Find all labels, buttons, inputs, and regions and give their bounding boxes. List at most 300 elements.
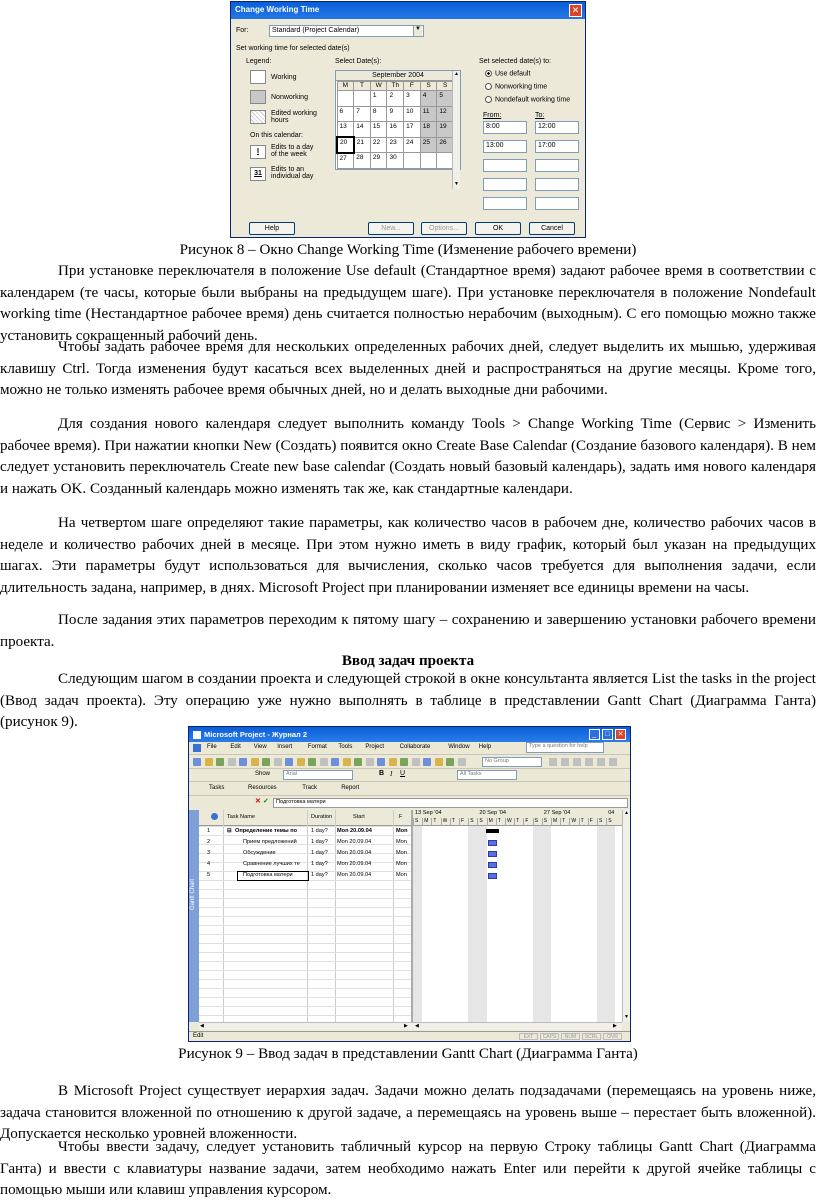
status-indicator: OVR — [603, 1033, 622, 1040]
calendar-day[interactable]: 13 — [337, 122, 354, 138]
toolbar-button-icon[interactable] — [193, 758, 201, 766]
toolbar-button-icon[interactable] — [597, 758, 605, 766]
to-time-field[interactable] — [535, 159, 579, 172]
toolbar-button-icon[interactable] — [343, 758, 351, 766]
weekday-header[interactable]: W — [370, 82, 387, 91]
options-button[interactable]: Options... — [421, 222, 467, 235]
nonworking-shade — [597, 826, 606, 1022]
finish-cell[interactable]: Mon — [396, 850, 407, 856]
close-icon[interactable]: ✕ — [615, 729, 626, 740]
option-nondefault-label: Nondefault working time — [495, 96, 571, 104]
menu-item-help[interactable]: Help — [478, 744, 492, 750]
task-bar[interactable] — [488, 851, 497, 857]
day-letter: F — [589, 818, 593, 824]
to-label: To: — [535, 112, 545, 119]
underline-button[interactable]: U — [400, 770, 406, 777]
view-bar[interactable] — [189, 810, 199, 1022]
day-letter: M — [488, 818, 493, 824]
legend-working-label: Working — [271, 74, 297, 81]
task-bar[interactable] — [488, 862, 497, 868]
duration-cell[interactable]: 1 day? — [311, 861, 328, 867]
toolbar-button-icon[interactable] — [239, 758, 247, 766]
weekday-header[interactable]: S — [420, 82, 437, 91]
from-time-field[interactable]: 8:00 — [483, 121, 527, 134]
calendar-day[interactable]: 12 — [437, 106, 454, 122]
day-letter: T — [580, 818, 584, 824]
set-selected-label: Set selected date(s) to: — [479, 58, 551, 65]
day-tick — [523, 818, 524, 826]
guide-track-button[interactable]: Track — [302, 785, 317, 791]
row-line — [199, 988, 411, 989]
menu-item-project[interactable]: Project — [365, 744, 385, 750]
summary-bar[interactable] — [486, 829, 499, 833]
week-label: 27 Sep '04 — [543, 810, 571, 816]
calendar-day[interactable]: 28 — [354, 153, 371, 169]
task-name-cell[interactable]: Сравнение лучших те — [243, 861, 300, 867]
weekday-header[interactable]: Th — [387, 82, 404, 91]
calendar-day[interactable]: 20 — [337, 137, 354, 153]
radio-icon[interactable] — [485, 96, 492, 103]
row-line — [199, 979, 411, 980]
chevron-left-icon[interactable]: ◀ — [415, 1023, 419, 1029]
row-id[interactable]: 4 — [207, 861, 211, 867]
day-tick — [413, 818, 414, 826]
edits-day-week-label: Edits to a day of the week — [271, 144, 314, 158]
paragraph-6: Следующим шагом в создании проекта и следующей строкой в окне консультанта является List the tasks in the project (Ввод задач проекта). Эту операцию уже нужно выполнять в таблице в представлении Gantt Chart (Диаграмма Ганта) (рисунок 9). — [0, 671, 816, 731]
paragraph-8: Чтобы ввести задачу, следует установить табличный курсор на первую Строку таблицы Gantt Chart (Диаграмма Ганта) и ввести с клавиатуры название задачи, затем необходимо нажать Enter или перейти к другой ячейке таблицы с помощью мыши или клавиш управления курсором. — [0, 1139, 816, 1199]
toolbar-button-icon[interactable] — [354, 758, 362, 766]
week-label: 04 — [608, 810, 615, 816]
task-table[interactable] — [199, 810, 411, 1022]
day-tick — [514, 818, 515, 826]
help-search-input[interactable]: Type a question for help — [526, 742, 604, 753]
edits-day-week-icon: I — [250, 145, 266, 159]
duration-cell[interactable]: 1 day? — [311, 828, 328, 834]
to-time-field[interactable] — [535, 197, 579, 210]
calendar-day[interactable] — [420, 153, 437, 169]
start-cell[interactable]: Mon 20.09.04 — [337, 828, 372, 834]
select-dates-label: Select Date(s): — [335, 58, 382, 65]
toolbar-button-icon[interactable] — [285, 758, 293, 766]
calendar-day[interactable]: 19 — [437, 122, 454, 138]
day-letter: S — [599, 818, 603, 824]
chevron-right-icon[interactable]: ▶ — [613, 1023, 617, 1029]
menu-item-file[interactable]: File — [207, 744, 217, 750]
new-button[interactable]: New... — [368, 222, 414, 235]
calendar-day[interactable]: 11 — [420, 106, 437, 122]
day-letter: M — [424, 818, 429, 824]
collapse-icon[interactable]: ⊟ — [227, 828, 232, 834]
to-time-field[interactable] — [535, 178, 579, 191]
day-letter: M — [553, 818, 558, 824]
close-icon[interactable]: ✕ — [569, 4, 582, 17]
day-tick — [496, 818, 497, 826]
paragraph-2: Чтобы задать рабочее время для нескольких определенных рабочих дней, следует выделить их мышью, удерживая клавишу Ctrl. Тогда изменения будут касаться всех выделенных дней и распространяться на другие месяцы. Кроме того, можно не только изменять рабочее время обычных дней, но и делать выходные дни рабочими. — [0, 339, 816, 399]
day-letter: T — [451, 818, 455, 824]
legend-nonworking-label: Nonworking — [271, 94, 308, 101]
radio-icon[interactable] — [485, 83, 492, 90]
menu-item-view[interactable]: View — [253, 744, 267, 750]
from-time-field[interactable] — [483, 178, 527, 191]
row-line — [199, 970, 411, 971]
row-line — [199, 1006, 411, 1007]
help-button[interactable]: Help — [249, 222, 295, 235]
week-label: 20 Sep '04 — [479, 810, 506, 816]
col-duration[interactable]: Duration — [311, 814, 333, 820]
chevron-left-icon[interactable]: ◀ — [200, 1023, 204, 1029]
project-title — [189, 727, 630, 742]
calendar-day[interactable]: 17 — [404, 122, 421, 138]
calendar-day[interactable]: 27 — [337, 153, 354, 169]
vertical-scrollbar[interactable] — [622, 810, 630, 1022]
toolbar-button-icon[interactable] — [274, 758, 282, 766]
row-id[interactable]: 1 — [207, 828, 211, 834]
row-line — [199, 961, 411, 962]
calendar-day[interactable] — [354, 91, 371, 107]
toolbar-button-icon[interactable] — [446, 758, 454, 766]
row-line — [199, 997, 411, 998]
day-tick — [459, 818, 460, 826]
for-label: For: — [236, 27, 249, 34]
toolbar-button-icon[interactable] — [400, 758, 408, 766]
day-tick — [542, 818, 543, 826]
menu-item-edit[interactable]: Edit — [230, 744, 241, 750]
project-guide-toolbar — [189, 782, 630, 796]
day-tick — [597, 818, 598, 826]
calendar-day[interactable] — [337, 91, 354, 107]
task-name-cell[interactable]: Обсуждение — [243, 850, 276, 856]
day-letter: F — [461, 818, 465, 824]
font-select[interactable]: Arial — [283, 770, 353, 780]
row-line — [199, 925, 411, 926]
app-menu-icon[interactable] — [193, 744, 201, 752]
from-label: From: — [483, 112, 502, 119]
calendar-day[interactable]: 23 — [387, 137, 404, 153]
paragraph-4: На четвертом шаге определяют такие параметры, как количество часов в рабочем дне, количество рабочих часов в неделе и количество рабочих дней в месяце. При этом нужно иметь в виду график, который был указан на предыдущих шагах. Эти параметры будут использоваться для вычисления, сколько часов требуется для выполнения задачи, если длительность задана, например, в днях. Microsoft Project при планировании изменяет все единицы времени на часы. — [0, 515, 816, 596]
task-name-cell[interactable]: Подготовка матери — [243, 872, 293, 878]
cancel-button[interactable]: Cancel — [529, 222, 575, 235]
day-letter: T — [562, 818, 566, 824]
row-line — [199, 934, 411, 935]
toolbar-button-icon[interactable] — [585, 758, 593, 766]
minimize-icon[interactable]: _ — [589, 729, 600, 740]
week-label: 13 Sep '04 — [415, 810, 442, 816]
ok-button[interactable]: OK — [475, 222, 521, 235]
calendar-day[interactable]: 21 — [354, 137, 371, 153]
filter-select[interactable]: All Tasks — [457, 770, 517, 780]
toolbar-button-icon[interactable] — [228, 758, 236, 766]
status-indicator: NUM — [561, 1033, 580, 1040]
chevron-right-icon[interactable]: ▶ — [404, 1023, 408, 1029]
calendar-day[interactable]: 10 — [404, 106, 421, 122]
day-tick — [431, 818, 432, 826]
paragraph-3: Для создания нового календаря следует выполнить команду Tools > Change Working Time (Сервис > Изменить рабочее время). При нажатии кнопки New (Создать) появится окно Create Base Calendar (Создание базового календаря). В нем следует установить переключатель Create new base calendar (Создать новый базовый календарь), задать имя нового календаря и нажать OK. Созданный календарь можно изменять так же, как стандартные календари. — [0, 416, 816, 497]
weekday-header[interactable]: T — [354, 82, 371, 91]
nonworking-shade — [413, 826, 422, 1022]
menu-item-insert[interactable]: Insert — [277, 744, 293, 750]
task-bar[interactable] — [488, 840, 497, 846]
calendar-day[interactable]: 2 — [387, 91, 404, 107]
chevron-up-icon[interactable]: ▲ — [624, 810, 629, 816]
day-tick — [606, 818, 607, 826]
toolbar-button-icon[interactable] — [297, 758, 305, 766]
row-line — [199, 862, 411, 863]
section-heading: Ввод задач проекта — [341, 653, 475, 669]
calendar-day[interactable]: 6 — [337, 106, 354, 122]
info-icon — [211, 813, 218, 820]
toolbar-button-icon[interactable] — [216, 758, 224, 766]
entry-input[interactable]: Подготовка матери — [273, 798, 628, 808]
day-letter: S — [608, 818, 612, 824]
day-letter: S — [479, 818, 483, 824]
toolbar-button-icon[interactable] — [205, 758, 213, 766]
menu-item-collaborate[interactable]: Collaborate — [399, 744, 431, 750]
formatting-toolbar — [189, 769, 630, 782]
option-use-default-label: Use default — [495, 70, 531, 78]
row-id[interactable]: 2 — [207, 839, 211, 845]
toolbar-button-icon[interactable] — [435, 758, 443, 766]
finish-cell[interactable]: Mon — [396, 828, 408, 834]
nonworking-shade — [477, 826, 486, 1022]
chevron-down-icon[interactable]: ▼ — [413, 26, 422, 36]
menu-item-tools[interactable]: Tools — [338, 744, 353, 750]
cancel-entry-icon[interactable]: ✕ — [255, 798, 261, 805]
toolbar-button-icon[interactable] — [423, 758, 431, 766]
paragraph-5: После задания этих параметров переходим к пятому шагу – сохранению и завершению установки рабочего времени проекта. — [0, 612, 816, 650]
guide-tasks-button[interactable]: Tasks — [209, 785, 225, 791]
calendar-week — [337, 137, 454, 153]
day-tick — [560, 818, 561, 826]
day-tick — [487, 818, 488, 826]
toolbar-button-icon[interactable] — [609, 758, 617, 766]
calendar-day[interactable]: 25 — [420, 137, 437, 153]
day-letter: T — [497, 818, 501, 824]
row-line — [199, 943, 411, 944]
toolbar-button-icon[interactable] — [320, 758, 328, 766]
calendar-day[interactable]: 3 — [404, 91, 421, 107]
day-tick — [569, 818, 570, 826]
toolbar-button-icon[interactable] — [331, 758, 339, 766]
calendar-day[interactable]: 7 — [354, 106, 371, 122]
paragraph-1: При установке переключателя в положение Use default (Стандартное время) задают рабочее время в соответствии с календарем (те часы, которые были выбраны на предыдущем шаге). При установке переключателя в положение Nondefault working time (Нестандартное рабочее время) день считается полностью нерабочим (выходным). С его помощью можно также установить сокращенный рабочий день. — [0, 263, 816, 344]
calendar-day[interactable]: 15 — [370, 122, 387, 138]
calendar-week — [337, 122, 454, 138]
from-time-field[interactable] — [483, 197, 527, 210]
day-letter: W — [507, 818, 512, 824]
row-line — [199, 889, 411, 890]
group-select[interactable]: No Group — [482, 757, 542, 767]
finish-cell[interactable]: Mon — [396, 872, 407, 878]
start-cell[interactable]: Mon 20.09.04 — [337, 850, 372, 856]
day-tick — [441, 818, 442, 826]
calendar-day[interactable]: 1 — [370, 91, 387, 107]
calendar-grid[interactable] — [335, 70, 461, 187]
legend-edited-label: Edited working hours — [271, 110, 317, 124]
col-task-name[interactable]: Task Name — [227, 814, 255, 820]
day-tick — [579, 818, 580, 826]
row-line — [199, 853, 411, 854]
status-indicator: CAPS — [540, 1033, 559, 1040]
calendar-day[interactable]: 4 — [420, 91, 437, 107]
day-letter: S — [470, 818, 474, 824]
task-bar[interactable] — [488, 873, 497, 879]
paragraph-7: В Microsoft Project существует иерархия задач. Задачи можно делать подзадачами (перемещаясь на уровень ниже, задача становится вложенной по отношению к другой задаче, а перемещаясь на уровень выше – перестает быть вложенной). Допускается несколько уровней вложенности. — [0, 1083, 816, 1143]
day-letter: T — [516, 818, 520, 824]
day-tick — [422, 818, 423, 826]
row-line — [199, 916, 411, 917]
finish-cell[interactable]: Mon — [396, 861, 407, 867]
day-tick — [450, 818, 451, 826]
on-this-calendar-label: On this calendar: — [250, 132, 303, 139]
day-tick — [505, 818, 506, 826]
toolbar-button-icon[interactable] — [561, 758, 569, 766]
calendar-day[interactable]: 18 — [420, 122, 437, 138]
timescale — [413, 810, 622, 826]
toolbar-button-icon[interactable] — [308, 758, 316, 766]
guide-report-button[interactable]: Report — [341, 785, 360, 791]
toolbar-button-icon[interactable] — [573, 758, 581, 766]
weekday-header[interactable]: S — [437, 82, 454, 91]
view-bar-label: Gantt Chart — [190, 878, 196, 910]
col-start[interactable]: Start — [353, 814, 365, 820]
finish-cell[interactable]: Mon — [396, 839, 407, 845]
day-letter: T — [433, 818, 437, 824]
for-select[interactable] — [269, 25, 424, 37]
status-indicator: EXT — [519, 1033, 538, 1040]
from-time-field[interactable] — [483, 159, 527, 172]
status-bar — [189, 1031, 630, 1041]
chevron-down-icon[interactable]: ▼ — [624, 1014, 629, 1020]
calendar-day[interactable]: 14 — [354, 122, 371, 138]
from-time-field[interactable]: 13:00 — [483, 140, 527, 153]
edits-individual-icon: 31 — [250, 167, 266, 181]
toolbar-button-icon[interactable] — [251, 758, 259, 766]
toolbar-button-icon[interactable] — [377, 758, 385, 766]
guide-resources-button[interactable]: Resources — [248, 785, 277, 791]
legend-nonworking-swatch — [250, 90, 266, 104]
calendar-day[interactable]: 22 — [370, 137, 387, 153]
nonworking-shade — [468, 826, 477, 1022]
calendar-week — [337, 106, 454, 122]
calendar-day[interactable]: 16 — [387, 122, 404, 138]
chevron-down-icon[interactable]: ▼ — [454, 181, 459, 187]
row-id[interactable]: 3 — [207, 850, 211, 856]
legend-edited-swatch — [250, 110, 266, 124]
toolbar-button-icon[interactable] — [366, 758, 374, 766]
calendar-day[interactable]: 24 — [404, 137, 421, 153]
option-nonworking[interactable] — [485, 83, 547, 90]
option-nondefault[interactable] — [485, 96, 570, 103]
status-mode: Edit — [193, 1033, 204, 1039]
radio-selected-icon[interactable] — [485, 70, 492, 77]
toolbar-button-icon[interactable] — [458, 758, 466, 766]
legend-label: Legend: — [246, 58, 272, 65]
set-working-label: Set working time for selected date(s) — [236, 45, 350, 52]
edits-individual-label: Edits to an individual day — [271, 166, 314, 180]
toolbar-button-icon[interactable] — [262, 758, 270, 766]
option-use-default[interactable] — [485, 70, 530, 77]
project-title-text: Microsoft Project - Журнал 2 — [204, 730, 308, 739]
project-app-icon — [193, 731, 201, 739]
nonworking-shade — [606, 826, 615, 1022]
show-button[interactable]: Show — [255, 771, 271, 777]
toolbar-button-icon[interactable] — [412, 758, 420, 766]
task-name-cell[interactable]: Прием предложений — [243, 839, 297, 845]
row-line — [199, 835, 411, 836]
row-line — [199, 898, 411, 899]
calendar-day[interactable] — [404, 153, 421, 169]
calendar-day[interactable]: 30 — [387, 153, 404, 169]
day-letter: S — [415, 818, 419, 824]
calendar-day[interactable]: 29 — [370, 153, 387, 169]
day-letter: W — [571, 818, 577, 824]
row-id[interactable]: 5 — [207, 872, 211, 878]
bold-button[interactable]: B — [379, 770, 385, 777]
horizontal-scrollbar[interactable] — [199, 1022, 622, 1030]
chevron-up-icon[interactable]: ▲ — [454, 71, 459, 77]
calendar-month: September 2004 — [336, 71, 460, 81]
day-letter: F — [525, 818, 529, 824]
row-line — [199, 826, 411, 827]
day-tick — [551, 818, 552, 826]
task-name-cell[interactable]: Определение темы по — [235, 828, 298, 834]
gantt-chart[interactable] — [413, 810, 622, 1022]
day-letter: S — [543, 818, 548, 824]
weekday-header[interactable]: F — [404, 82, 421, 91]
calendar-day[interactable]: 8 — [370, 106, 387, 122]
row-line — [199, 844, 411, 845]
day-tick — [533, 818, 534, 826]
duration-cell[interactable]: 1 day? — [311, 872, 328, 878]
day-tick — [477, 818, 478, 826]
calendar-week — [337, 91, 454, 107]
row-line — [199, 907, 411, 908]
active-cell-cursor[interactable] — [237, 871, 309, 881]
menu-item-format[interactable]: Format — [307, 744, 327, 750]
calendar-day[interactable]: 9 — [387, 106, 404, 122]
col-finish[interactable]: F — [399, 814, 403, 820]
start-cell[interactable]: Mon 20.09.04 — [337, 861, 372, 867]
day-letter: W — [442, 818, 448, 824]
italic-button[interactable]: I — [390, 770, 393, 778]
start-cell[interactable]: Mon 20.09.04 — [337, 839, 372, 845]
duration-cell[interactable]: 1 day? — [311, 839, 328, 845]
toolbar-button-icon[interactable] — [389, 758, 397, 766]
to-time-field[interactable]: 17:00 — [535, 140, 579, 153]
duration-cell[interactable]: 1 day? — [311, 850, 328, 856]
calendar-day[interactable] — [437, 153, 454, 169]
weekday-header[interactable]: M — [337, 82, 354, 91]
day-tick — [468, 818, 469, 826]
calendar-scrollbar[interactable] — [452, 71, 460, 189]
day-tick — [588, 818, 589, 826]
to-time-field[interactable]: 12:00 — [535, 121, 579, 134]
start-cell[interactable]: Mon 20.09.04 — [337, 872, 372, 878]
legend-working-swatch — [250, 70, 266, 84]
change-working-time-dialog — [230, 1, 586, 238]
menu-item-window[interactable]: Window — [448, 744, 470, 750]
nonworking-shade — [533, 826, 542, 1022]
option-nonworking-label: Nonworking time — [495, 83, 548, 91]
maximize-icon[interactable]: □ — [602, 729, 613, 740]
accept-entry-icon[interactable]: ✓ — [263, 798, 269, 805]
toolbar-button-icon[interactable] — [549, 758, 557, 766]
calendar-week — [337, 153, 454, 169]
calendar-day[interactable]: 5 — [437, 91, 454, 107]
row-line — [199, 1015, 411, 1016]
figure8-caption: Рисунок 8 – Окно Change Working Time (Изменение рабочего времени) — [179, 242, 637, 258]
calendar-day[interactable]: 26 — [437, 137, 454, 153]
